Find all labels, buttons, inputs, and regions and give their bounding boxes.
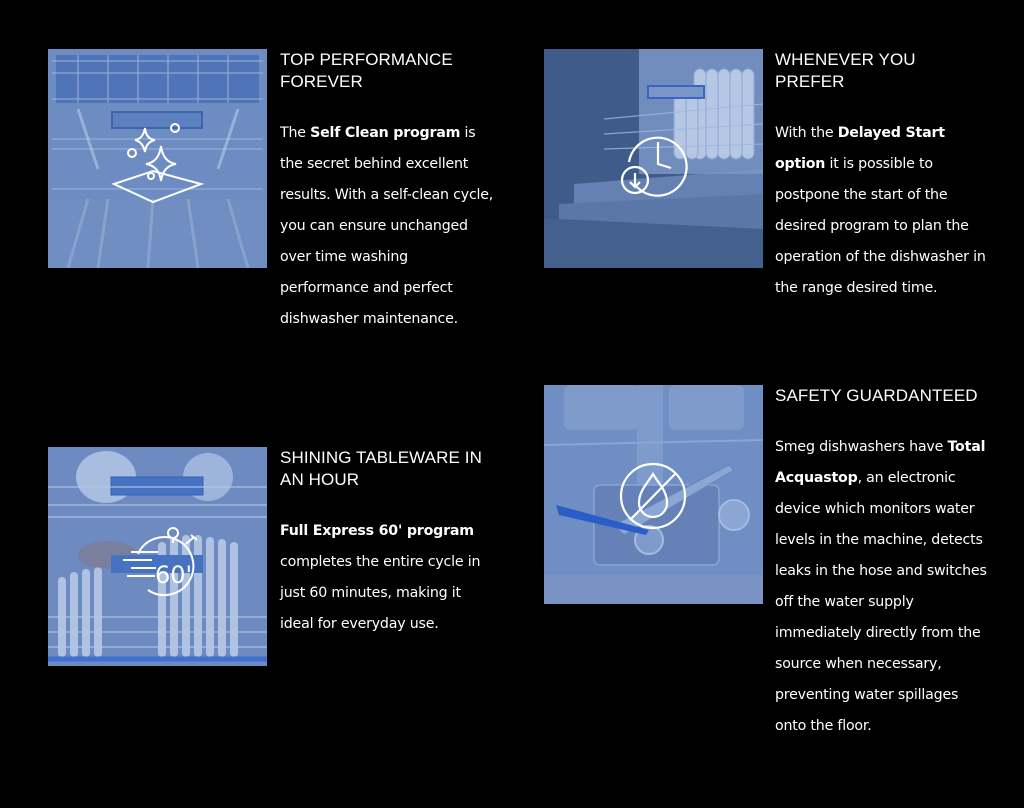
feature-highlight: Self Clean program (310, 125, 461, 141)
acquastop-image (544, 385, 763, 604)
feature-title: TOP PERFORMANCE FOREVER (280, 50, 453, 91)
feature-highlight: Total Acquastop (775, 439, 986, 486)
feature-highlight: Delayed Start option (775, 125, 945, 172)
feature-title: WHENEVER YOU PREFER (775, 50, 916, 91)
self-clean-image (48, 49, 267, 268)
delayed-start-image (544, 49, 763, 268)
feature-description: With the Delayed Start option it is possible to postpone the start of the desired program to plan the operation of the dishwasher in the range desired time. (775, 125, 986, 296)
feature-description: Smeg dishwashers have Total Acquastop, an electronic device which monitors water levels in the machine, detects leaks in the hose and switches off the water supply immediately directly from the source when necessary, preventing water spillages onto the floor. (775, 439, 987, 734)
express-60-image (48, 447, 267, 666)
feature-description: The Self Clean program is the secret behind excellent results. With a self-clean cycle, you can ensure unchanged over time washing performance and perfect dishwasher maintenance. (280, 125, 494, 327)
self-clean-text (280, 49, 495, 335)
feature-highlight: Full Express 60' program (280, 523, 474, 539)
feature-title: SAFETY GUARDANTEED (775, 386, 978, 405)
acquastop-text (775, 385, 990, 742)
stopwatch-60-label: 60' (155, 561, 193, 589)
feature-description: Full Express 60' program completes the entire cycle in just 60 minutes, making it ideal for everyday use. (280, 523, 481, 632)
feature-title: SHINING TABLEWARE IN AN HOUR (280, 448, 482, 489)
express-60-text (280, 447, 495, 640)
delayed-start-text (775, 49, 990, 304)
